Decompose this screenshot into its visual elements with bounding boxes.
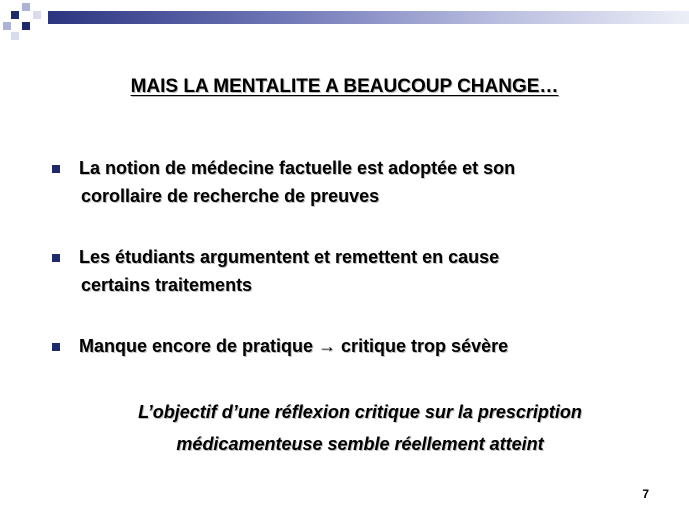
square-bullet-icon (52, 165, 60, 173)
bullet-text-line: certains traitements (81, 275, 253, 295)
conclusion-line: L’objectif d’une réflexion critique sur la prescription (138, 402, 582, 422)
bullet-item (52, 154, 662, 210)
corner-squares-decoration (0, 0, 40, 40)
bullet-text: critique trop sévère (336, 336, 509, 356)
bullet-item (52, 332, 662, 360)
square-decoration (22, 22, 30, 30)
bullet-text-line (79, 332, 662, 360)
page-number: 7 (642, 487, 649, 501)
bullet-text-line: corollaire de recherche de preuves (81, 186, 380, 206)
square-decoration (33, 11, 41, 19)
bullet-text: Manque encore de pratique (79, 336, 319, 356)
bullet-item (52, 243, 662, 299)
square-decoration (11, 11, 19, 19)
bullet-text-line: La notion de médecine factuelle est adoptée et son (79, 158, 516, 178)
square-bullet-icon (52, 343, 60, 351)
conclusion-line: médicamenteuse semble réellement atteint (176, 434, 544, 454)
square-decoration (11, 32, 19, 40)
square-decoration (3, 22, 11, 30)
bullet-list (52, 154, 662, 360)
header-gradient-bar (48, 11, 689, 24)
slide-title: MAIS LA MENTALITE A BEAUCOUP CHANGE… (130, 76, 559, 97)
conclusion-text (0, 396, 689, 460)
square-bullet-icon (52, 254, 60, 262)
right-arrow-icon: → (318, 336, 337, 356)
bullet-text-line: Les étudiants argumentent et remettent en cause (79, 247, 500, 267)
square-decoration (22, 3, 30, 11)
